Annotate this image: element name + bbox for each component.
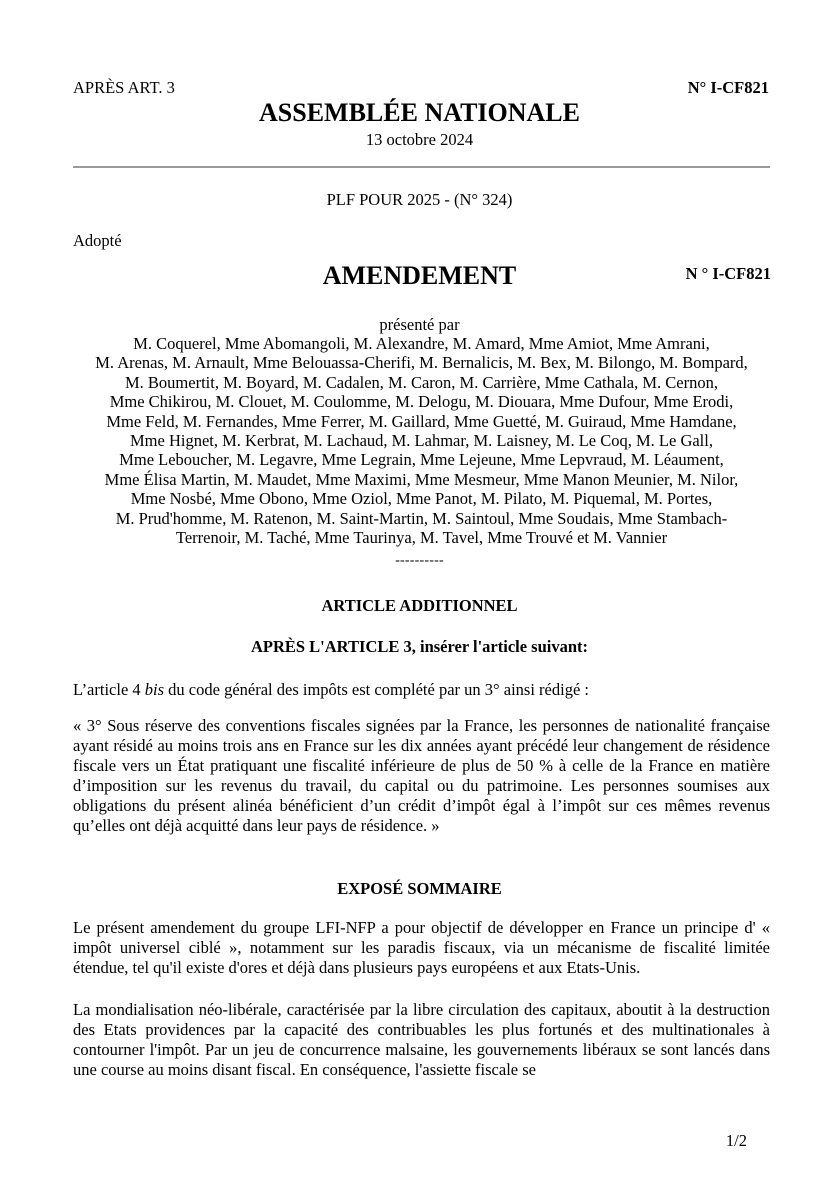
summary-paragraph-2: La mondialisation néo-libérale, caractérisée par la libre circulation des capitaux, aboutit à la destruction des Etats providences par la capacité des contribuables les plus fortunés et des multinationales à contourner l'impôt. Par un jeu de concurrence malsaine, les gouvernements libéraux se sont lancés dans une course au moins disant fiscal. En conséquence, l'assiette fiscale se xyxy=(73,1000,770,1079)
article-intro-start: L’article 4 xyxy=(73,680,145,699)
institution-title: ASSEMBLÉE NATIONALE xyxy=(259,98,580,127)
article-intro-bis: bis xyxy=(144,680,165,699)
article-intro xyxy=(73,680,770,700)
page-number: 1/2 xyxy=(725,1131,747,1150)
summary-heading: EXPOSÉ SOMMAIRE xyxy=(337,879,502,898)
authors-line: M. Arenas, M. Arnault, Mme Belouassa-Cherifi, M. Bernalicis, M. Bex, M. Bilongo, M. Bompard, xyxy=(95,353,748,373)
authors-line: M. Boumertit, M. Boyard, M. Cadalen, M. Caron, M. Carrière, Mme Cathala, M. Cernon, xyxy=(125,372,718,392)
amendment-title: AMENDEMENT xyxy=(322,261,517,290)
article-reference-left: APRÈS ART. 3 xyxy=(73,78,175,97)
authors-line: Mme Hignet, M. Kerbrat, M. Lachaud, M. Lahmar, M. Laisney, M. Le Coq, M. Le Gall, xyxy=(130,431,713,451)
article-quoted-text: « 3° Sous réserve des conventions fiscales signées par la France, les personnes de nationalité française ayant résidé au moins trois ans en France sur les dix années ayant précédé leur changement de résidence fiscale vers un État pratiquant une fiscalité inférieure de plus de 50 % à celle de la France en matière d’imposition sur les revenus du travail, du capital ou du patrimoine. Les personnes soumises aux obligations du présent alinéa bénéficient d’un crédit d’impôt égal à l’impôt sur ces mêmes revenus qu’elles ont déjà acquitté dans leur pays de résidence. » xyxy=(73,716,770,835)
amendment-number: N ° I-CF821 xyxy=(685,264,771,283)
summary-paragraph-1: Le présent amendement du groupe LFI-NFP a pour objectif de développer en France un principe d' « impôt universel ciblé », notamment sur les paradis fiscaux, via un mécanisme de fiscalité limitée étendue, tel qu'il existe d'ores et déjà dans plusieurs pays européens et aux Etats-Unis. xyxy=(73,918,770,977)
authors-line: M. Coquerel, Mme Abomangoli, M. Alexandre, M. Amard, Mme Amiot, Mme Amrani, xyxy=(133,334,710,353)
article-instruction: APRÈS L'ARTICLE 3, insérer l'article suivant: xyxy=(250,637,589,656)
document-date: 13 octobre 2024 xyxy=(365,130,474,149)
amendment-number-header: N° I-CF821 xyxy=(687,78,769,97)
authors-line: Mme Leboucher, M. Legavre, Mme Legrain, Mme Lejeune, Mme Lepvraud, M. Léaument, xyxy=(119,450,724,470)
authors-line: Mme Chikirou, M. Clouet, M. Coulomme, M. Delogu, M. Diouara, Mme Dufour, Mme Erodi, xyxy=(109,392,734,412)
bill-reference: PLF POUR 2025 - (N° 324) xyxy=(326,190,513,209)
separator-dashes: ---------- xyxy=(395,553,444,568)
article-heading: ARTICLE ADDITIONNEL xyxy=(321,596,518,615)
authors-line: Mme Nosbé, Mme Obono, Mme Oziol, Mme Panot, M. Pilato, M. Piquemal, M. Portes, xyxy=(130,489,713,509)
article-intro-end: du code général des impôts est complété par un 3° ainsi rédigé : xyxy=(164,680,589,699)
authors-line: Terrenoir, M. Taché, Mme Taurinya, M. Tavel, Mme Trouvé et M. Vannier xyxy=(175,528,668,548)
authors-line: Mme Feld, M. Fernandes, Mme Ferrer, M. Gaillard, Mme Guetté, M. Guiraud, Mme Hamdane, xyxy=(106,411,737,431)
status-label: Adopté xyxy=(73,231,122,250)
authors-line: M. Prud'homme, M. Ratenon, M. Saint-Martin, M. Saintoul, Mme Soudais, Mme Stambach- xyxy=(115,508,728,528)
authors-line: Mme Élisa Martin, M. Maudet, Mme Maximi, Mme Mesmeur, Mme Manon Meunier, M. Nilor, xyxy=(104,469,739,489)
header-divider xyxy=(73,166,770,168)
presented-by-label: présenté par xyxy=(379,315,460,334)
authors-list xyxy=(60,334,783,547)
